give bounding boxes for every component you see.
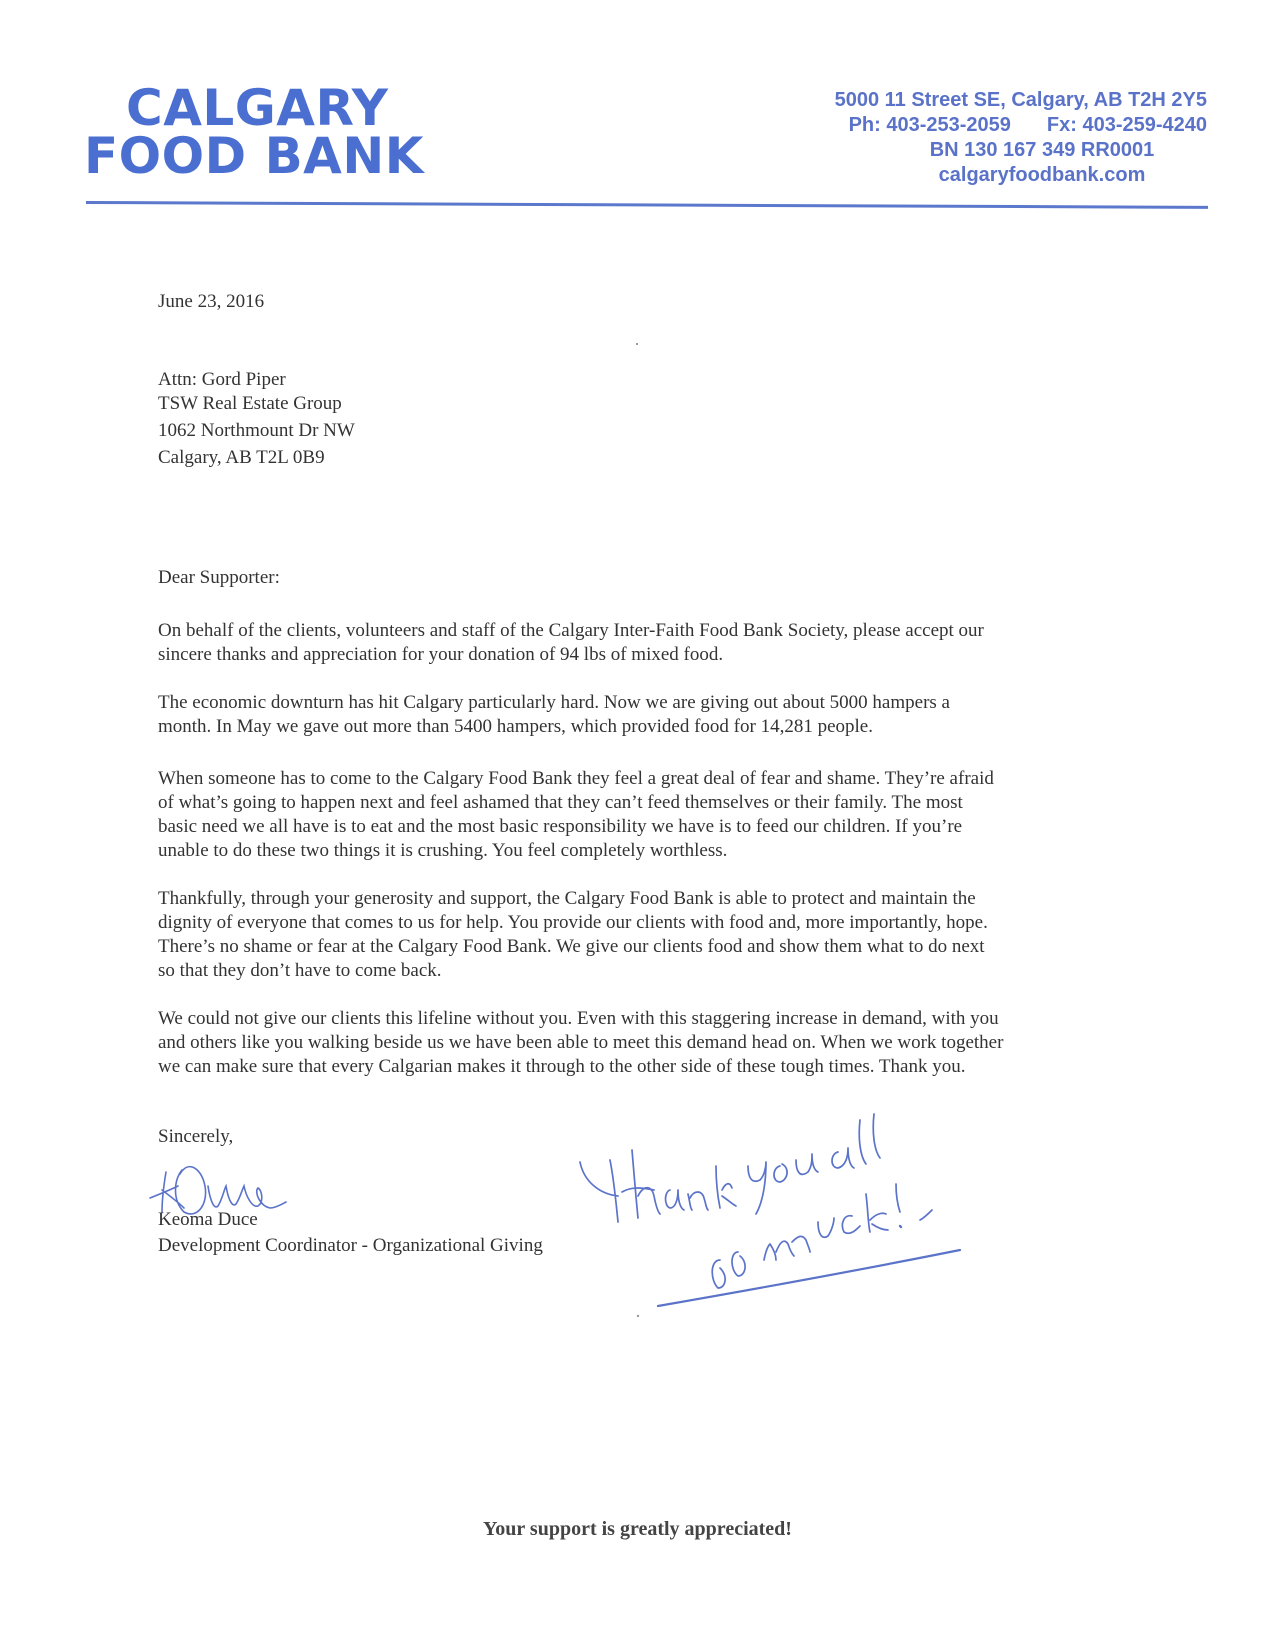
phone-number: Ph: 403-253-2059 — [848, 114, 1011, 136]
paragraph-line: The economic downturn has hit Calgary particularly hard. Now we are giving out about 5000 hampers a — [158, 692, 950, 713]
signatory-title: Development Coordinator - Organizational Giving — [158, 1235, 543, 1256]
signatory-name: Keoma Duce — [158, 1209, 258, 1230]
salutation: Dear Supporter: — [158, 567, 280, 588]
recipient-attn: Attn: Gord Piper — [158, 369, 286, 390]
website-link[interactable]: calgaryfoodbank.com — [938, 164, 1146, 186]
handwritten-note — [570, 1110, 1020, 1320]
logo-line-2: FOOD BANK — [84, 127, 424, 185]
paragraph-line: and others like you walking beside us we have been able to meet this demand head on. When we work together — [158, 1032, 1004, 1053]
paragraph-line: unable to do these two things it is crushing. You feel completely worthless. — [158, 840, 728, 861]
letterhead-divider — [86, 201, 1208, 209]
paragraph-line: We could not give our clients this lifeline without you. Even with this staggering increase in demand, with you — [158, 1008, 999, 1029]
phone-fax-row — [787, 113, 1207, 138]
body-paragraph — [158, 887, 1088, 983]
logo-line-1: CALGARY — [126, 79, 389, 137]
paragraph-line: On behalf of the clients, volunteers and staff of the Calgary Inter-Faith Food Bank Society, please accept our — [158, 620, 984, 641]
paragraph-line: dignity of everyone that comes to us for help. You provide our clients with food and, more importantly, hope. — [158, 912, 988, 933]
business-number: BN 130 167 349 RR0001 — [929, 139, 1155, 161]
body-paragraph — [158, 691, 1088, 739]
recipient-city: Calgary, AB T2L 0B9 — [158, 447, 325, 468]
paragraph-line: sincere thanks and appreciation for your donation of 94 lbs of mixed food. — [158, 644, 724, 665]
scan-speck — [636, 343, 638, 345]
organization-address: 5000 11 Street SE, Calgary, AB T2H 2Y5 — [834, 89, 1207, 111]
paragraph-line: When someone has to come to the Calgary Food Bank they feel a great deal of fear and shame. They’re afraid — [158, 768, 994, 789]
closing: Sincerely, — [158, 1126, 234, 1147]
body-paragraph — [158, 619, 1088, 667]
paragraph-line: There’s no shame or fear at the Calgary Food Bank. We give our clients food and show them what to do next — [158, 936, 985, 957]
fax-number: Fx: 403-259-4240 — [1046, 114, 1207, 136]
letter-date: June 23, 2016 — [158, 291, 265, 312]
footer-message: Your support is greatly appreciated! — [483, 1518, 792, 1540]
recipient-company: TSW Real Estate Group — [158, 393, 342, 414]
paragraph-line: Thankfully, through your generosity and support, the Calgary Food Bank is able to protect and maintain the — [158, 888, 976, 909]
paragraph-line: of what’s going to happen next and feel ashamed that they can’t feed themselves or their family. The most — [158, 792, 963, 813]
paragraph-line: so that they don’t have to come back. — [158, 960, 442, 981]
paragraph-line: basic need we all have is to eat and the most basic responsibility we have is to feed our children. If you’re — [158, 816, 963, 837]
contact-block — [787, 88, 1207, 188]
paragraph-line: we can make sure that every Calgarian makes it through to the other side of these tough times. Thank you. — [158, 1056, 966, 1077]
paragraph-line: month. In May we gave out more than 5400 hampers, which provided food for 14,281 people. — [158, 716, 873, 737]
organization-logo — [84, 79, 424, 185]
body-paragraph — [158, 1007, 1088, 1079]
recipient-street: 1062 Northmount Dr NW — [158, 420, 355, 441]
body-paragraph — [158, 767, 1088, 863]
